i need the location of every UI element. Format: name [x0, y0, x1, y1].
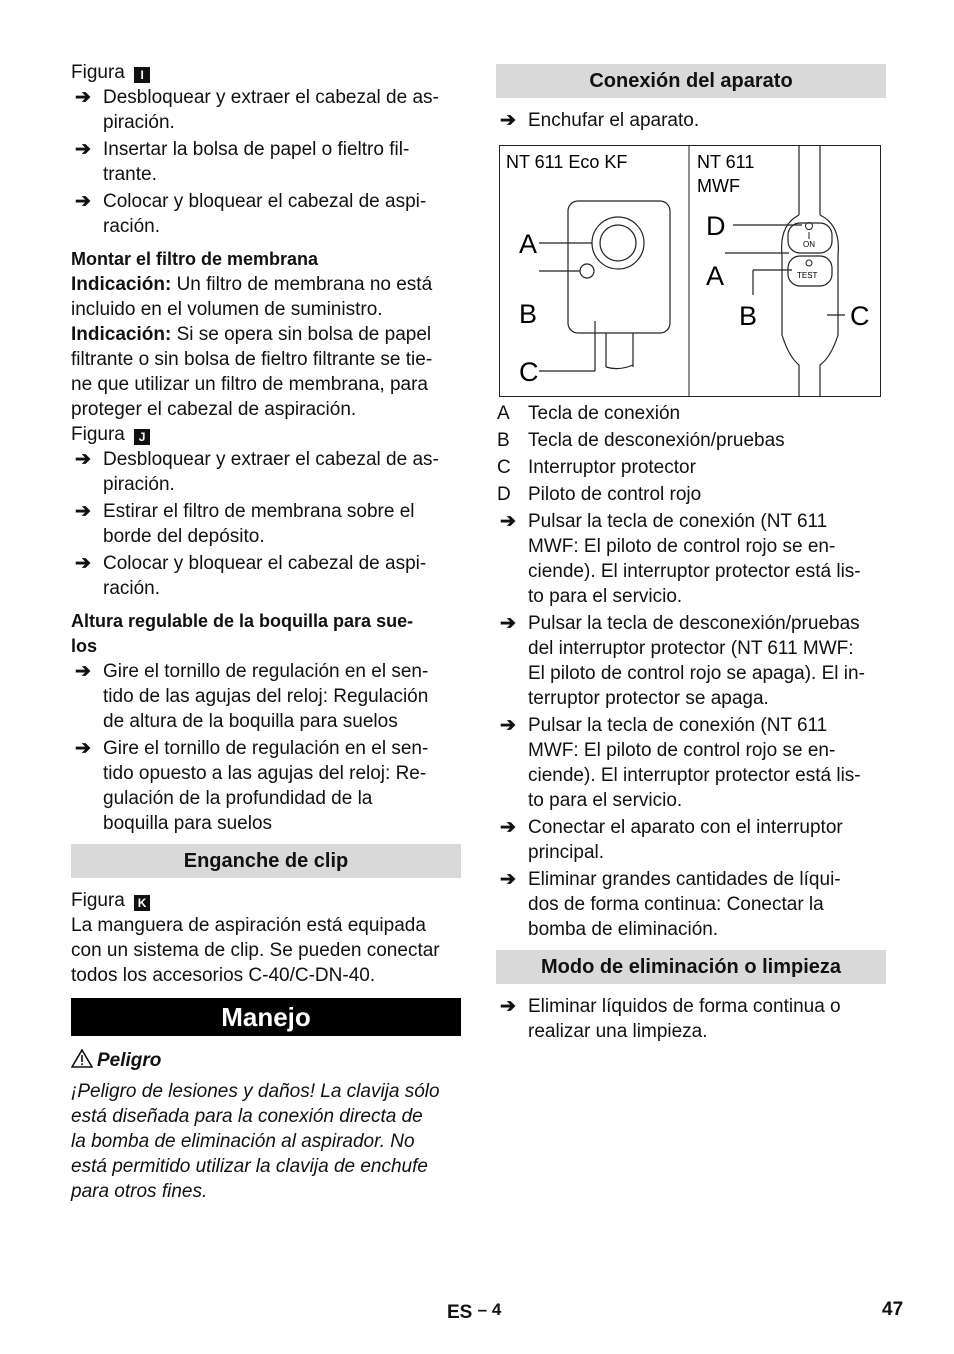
legend-text: Piloto de control rojo — [528, 484, 702, 505]
note-1 — [71, 272, 461, 322]
note-text: incluido en el volumen de suministro. — [71, 299, 383, 320]
step-text: tido de las agujas del reloj: Regulación — [103, 686, 429, 707]
right-arrow-icon: ➔ — [75, 738, 91, 759]
title-line: Altura regulable de la boquilla para sue- — [71, 611, 414, 631]
text-line: la bomba de eliminación al aspirador. No — [71, 1131, 415, 1152]
step-text: Conectar el aparato con el interruptor — [528, 817, 843, 838]
legend-item — [496, 428, 886, 453]
section-title: Montar el filtro de membrana — [71, 249, 319, 269]
note-label: Indicación: — [71, 324, 172, 345]
right-arrow-icon: ➔ — [75, 449, 91, 470]
step-text: del interruptor protector (NT 611 MWF: — [528, 638, 854, 659]
step-item — [71, 137, 461, 187]
page-number: 47 — [882, 1299, 904, 1320]
label-b2: B — [739, 301, 758, 331]
step-text: borde del depósito. — [103, 526, 265, 547]
label-b: B — [519, 299, 538, 329]
step-text: to para el servicio. — [528, 586, 683, 607]
step-text: bomba de eliminación. — [528, 919, 719, 940]
text-line: está diseñada para la conexión directa de — [71, 1106, 423, 1127]
step-list — [71, 659, 461, 836]
left-column — [71, 60, 461, 1204]
test-symbol — [806, 260, 812, 266]
figure-badge: K — [134, 895, 150, 911]
step-list — [71, 447, 461, 601]
note-text: Si se opera sin bolsa de papel — [171, 324, 432, 345]
legend-item — [496, 401, 886, 426]
step-text: to para el servicio. — [528, 790, 683, 811]
step-text: Desbloquear y extraer el cabezal de as- — [103, 449, 439, 470]
step-text: piración. — [103, 112, 175, 133]
figure-label: Figura — [71, 62, 125, 83]
step-text: Eliminar grandes cantidades de líqui- — [528, 869, 841, 890]
step-text: Eliminar líquidos de forma continua o — [528, 996, 841, 1017]
footer-local-page: – 4 — [477, 1300, 502, 1319]
step-text: dos de forma continua: Conectar la — [528, 894, 824, 915]
text-line: para otros fines. — [71, 1181, 208, 1202]
mwf-cable-top — [799, 145, 820, 215]
step-item — [496, 713, 886, 813]
step-text: Desbloquear y extraer el cabezal de as- — [103, 87, 439, 108]
note-2 — [71, 322, 461, 422]
text-line: está permitido utilizar la clavija de enchufe — [71, 1156, 428, 1177]
step-text: Pulsar la tecla de desconexión/pruebas — [528, 613, 860, 634]
right-arrow-icon: ➔ — [75, 553, 91, 574]
right-arrow-icon: ➔ — [500, 869, 516, 890]
warning-triangle-icon — [71, 1049, 93, 1068]
right-arrow-icon: ➔ — [500, 817, 516, 838]
step-text: gulación de la profundidad de la — [103, 788, 373, 809]
section-heading-conexion: Conexión del aparato — [496, 64, 886, 98]
section-heading-modo: Modo de eliminación o limpieza — [496, 950, 886, 984]
step-item — [496, 611, 886, 711]
step-text: Pulsar la tecla de conexión (NT 611 — [528, 511, 828, 532]
note-text: filtrante o sin bolsa de fieltro filtrante se tie- — [71, 349, 433, 370]
right-arrow-icon: ➔ — [500, 996, 516, 1017]
text-line: con un sistema de clip. Se pueden conectar — [71, 940, 440, 961]
step-text: tido opuesto a las agujas del reloj: Re- — [103, 763, 427, 784]
warning-title: Peligro — [97, 1050, 162, 1071]
step-item — [71, 736, 461, 836]
note-text: Un filtro de membrana no está — [171, 274, 433, 295]
section-heading-clip: Enganche de clip — [71, 844, 461, 878]
note-text: ne que utilizar un filtro de membrana, para — [71, 374, 428, 395]
step-text: Pulsar la tecla de conexión (NT 611 — [528, 715, 828, 736]
eco-switch-cable — [606, 333, 633, 369]
legend-item — [496, 455, 886, 480]
legend-text: Tecla de conexión — [528, 403, 681, 424]
label-d: D — [706, 211, 726, 241]
legend-item — [496, 482, 886, 507]
step-text: MWF: El piloto de control rojo se en- — [528, 740, 836, 761]
legend-key: D — [497, 484, 511, 505]
figure-label: Figura — [71, 890, 125, 911]
step-text: de altura de la boquilla para suelos — [103, 711, 398, 732]
test-text: TEST — [797, 271, 818, 280]
step-text: Colocar y bloquear el cabezal de aspi- — [103, 191, 427, 212]
step-list — [496, 509, 886, 942]
right-arrow-icon: ➔ — [500, 511, 516, 532]
note-text: proteger el cabezal de aspiración. — [71, 399, 357, 420]
step-item — [496, 994, 886, 1044]
section-title — [71, 609, 461, 659]
step-text: Insertar la bolsa de papel o fieltro fil- — [103, 139, 410, 160]
label-a2: A — [706, 261, 725, 291]
step-text: Gire el tornillo de regulación en el sen- — [103, 661, 429, 682]
step-text: ración. — [103, 216, 161, 237]
right-arrow-icon: ➔ — [500, 110, 516, 131]
right-arrow-icon: ➔ — [75, 87, 91, 108]
warning-text — [71, 1079, 461, 1204]
step-text: Estirar el filtro de membrana sobre el — [103, 501, 415, 522]
step-item — [71, 659, 461, 734]
eco-on-button — [600, 225, 636, 261]
step-text: Colocar y bloquear el cabezal de aspi- — [103, 553, 427, 574]
right-arrow-icon: ➔ — [75, 139, 91, 160]
figure-ref — [71, 888, 461, 913]
eco-off-button — [580, 264, 594, 278]
right-panel-title-1: NT 611 — [697, 152, 755, 172]
text-line: todos los accesorios C-40/C-DN-40. — [71, 965, 376, 986]
footer-lang-page — [447, 1297, 501, 1325]
step-item — [496, 815, 886, 865]
eco-switch-housing — [568, 201, 670, 333]
label-c2: C — [850, 301, 870, 331]
right-arrow-icon: ➔ — [500, 715, 516, 736]
step-text: Gire el tornillo de regulación en el sen- — [103, 738, 429, 759]
label-c: C — [519, 357, 539, 387]
figure-badge: I — [134, 67, 150, 83]
step-text: boquilla para suelos — [103, 813, 273, 834]
legend-text: Tecla de desconexión/pruebas — [528, 430, 785, 451]
figure-ref — [71, 60, 461, 85]
step-text: ración. — [103, 578, 161, 599]
footer-lang: ES — [447, 1302, 473, 1323]
figure-ref — [71, 422, 461, 447]
step-text: trante. — [103, 164, 157, 185]
figure-badge: J — [134, 429, 150, 445]
step-text: piración. — [103, 474, 175, 495]
step-text: MWF: El piloto de control rojo se en- — [528, 536, 836, 557]
on-text: ON — [803, 240, 815, 249]
title-line: los — [71, 636, 98, 656]
legend-key: C — [497, 457, 511, 478]
step-text: principal. — [528, 842, 605, 863]
step-item — [71, 551, 461, 601]
step-item — [496, 108, 886, 133]
warning-heading — [71, 1048, 461, 1073]
step-item — [496, 509, 886, 609]
step-text: Enchufar el aparato. — [528, 110, 700, 131]
step-text: ciende). El interruptor protector está lis- — [528, 765, 861, 786]
step-text: terruptor protector se apaga. — [528, 688, 769, 709]
figure-legend — [496, 401, 886, 507]
chapter-heading-manejo: Manejo — [71, 998, 461, 1036]
legend-key: A — [497, 403, 510, 424]
step-item — [71, 85, 461, 135]
switch-figure — [499, 145, 881, 397]
step-text: ciende). El interruptor protector está lis- — [528, 561, 861, 582]
step-text: El piloto de control rojo se apaga). El in- — [528, 663, 865, 684]
note-label: Indicación: — [71, 274, 172, 295]
step-text: realizar una limpieza. — [528, 1021, 708, 1042]
text-line: La manguera de aspiración está equipada — [71, 915, 426, 936]
text-line: ¡Peligro de lesiones y daños! La clavija sólo — [71, 1081, 440, 1102]
legend-key: B — [497, 430, 510, 451]
label-a: A — [519, 229, 538, 259]
step-item — [71, 447, 461, 497]
right-arrow-icon: ➔ — [500, 613, 516, 634]
figure-label: Figura — [71, 424, 125, 445]
step-item — [71, 499, 461, 549]
step-item — [496, 867, 886, 942]
left-panel-title: NT 611 Eco KF — [506, 152, 628, 172]
right-arrow-icon: ➔ — [75, 661, 91, 682]
right-panel-title-2: MWF — [697, 176, 740, 196]
step-list — [71, 85, 461, 239]
clip-paragraph — [71, 913, 461, 988]
right-column — [496, 60, 886, 1046]
legend-text: Interruptor protector — [528, 457, 696, 478]
right-arrow-icon: ➔ — [75, 191, 91, 212]
step-item — [71, 189, 461, 239]
right-arrow-icon: ➔ — [75, 501, 91, 522]
